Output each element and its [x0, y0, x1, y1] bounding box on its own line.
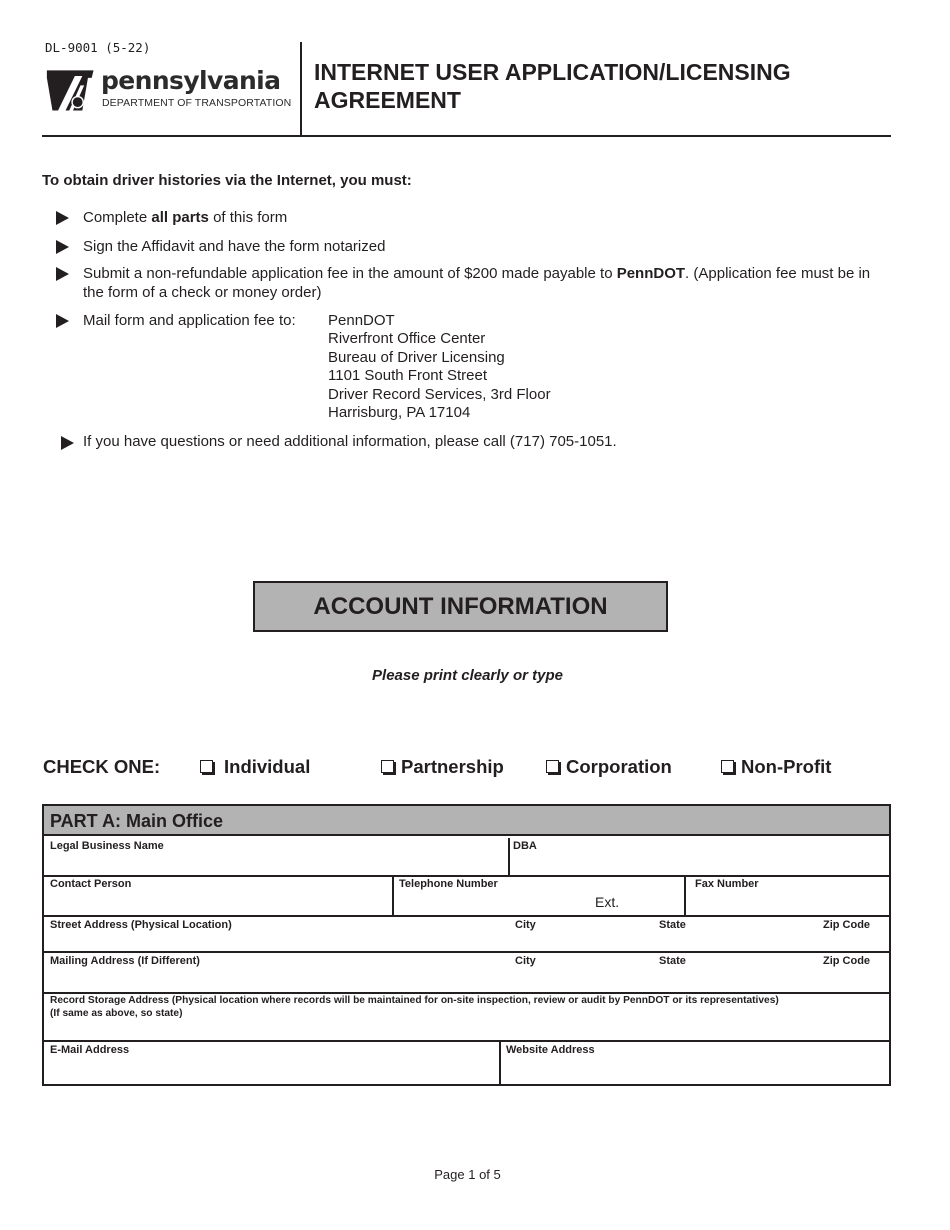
street-address-field[interactable]: Street Address (Physical Location): [50, 919, 232, 931]
mailing-zip-code-field[interactable]: Zip Code: [823, 955, 871, 967]
logo-wordmark: pennsylvania: [101, 66, 281, 95]
bullet-arrow-icon: [56, 240, 69, 254]
option-non-profit[interactable]: Non-Profit: [721, 756, 831, 778]
part-a-heading: PART A: Main Office: [44, 806, 889, 836]
website-address-field[interactable]: Website Address: [506, 1044, 595, 1056]
print-clearly-note: Please print clearly or type: [372, 667, 563, 684]
option-partnership[interactable]: Partnership: [381, 756, 504, 778]
document-title-line-1: INTERNET USER APPLICATION/LICENSING: [314, 59, 791, 85]
row-divider: [44, 951, 889, 953]
form-code: DL-9001 (5-22): [45, 40, 151, 55]
address-line: Driver Record Services, 3rd Floor: [328, 386, 551, 403]
bullet-arrow-icon: [56, 267, 69, 281]
page-number: Page 1 of 5: [434, 1167, 501, 1182]
logo-subtitle: DEPARTMENT OF TRANSPORTATION: [102, 97, 292, 109]
telephone-number-field[interactable]: Telephone Number: [399, 878, 498, 890]
street-state-field[interactable]: State: [659, 919, 686, 931]
bullet-arrow-icon: [56, 314, 69, 328]
address-line: Bureau of Driver Licensing: [328, 349, 505, 366]
instructions-intro: To obtain driver histories via the Internet, you must:: [42, 172, 412, 189]
street-zip-code-field[interactable]: Zip Code: [823, 919, 871, 931]
field-divider: [392, 876, 394, 916]
address-line: 1101 South Front Street: [328, 367, 487, 384]
checkbox-non-profit[interactable]: [721, 760, 734, 773]
mailing-state-field[interactable]: State: [659, 955, 686, 967]
telephone-ext-field[interactable]: Ext.: [595, 894, 620, 910]
instruction-mail-form: Mail form and application fee to:: [83, 312, 296, 329]
row-divider: [44, 1040, 889, 1042]
account-information-heading: ACCOUNT INFORMATION: [253, 581, 668, 632]
instruction-sign-affidavit: Sign the Affidavit and have the form notarized: [83, 238, 386, 255]
instruction-contact-phone: If you have questions or need additional information, please call (717) 705-1051.: [83, 433, 617, 450]
header-rule: [42, 135, 891, 137]
document-title: [314, 58, 874, 114]
mailing-city-field[interactable]: City: [515, 955, 536, 967]
document-title-line-2: AGREEMENT: [314, 87, 461, 113]
address-line: Riverfront Office Center: [328, 330, 486, 347]
field-divider: [508, 838, 510, 876]
address-line: Harrisburg, PA 17104: [328, 404, 471, 421]
dba-field[interactable]: DBA: [513, 840, 537, 852]
checkbox-corporation[interactable]: [546, 760, 559, 773]
checkbox-partnership[interactable]: [381, 760, 394, 773]
record-storage-note: (If same as above, so state): [50, 1008, 183, 1019]
bullet-arrow-icon: [56, 211, 69, 225]
legal-business-name-field[interactable]: Legal Business Name: [50, 840, 164, 852]
instruction-complete-form: Complete all parts of this form: [83, 209, 288, 226]
fax-number-field[interactable]: Fax Number: [695, 878, 759, 890]
street-city-field[interactable]: City: [515, 919, 536, 931]
record-storage-address-field[interactable]: Record Storage Address (Physical location where records will be maintained for on-site inspection, review or audit by PennDOT or its representatives): [50, 995, 779, 1006]
part-a-form: [42, 804, 891, 1086]
header-divider: [300, 42, 302, 135]
row-divider: [44, 915, 889, 917]
field-divider: [684, 876, 686, 916]
check-one-label: CHECK ONE:: [43, 756, 161, 777]
field-divider: [499, 1042, 501, 1084]
option-individual[interactable]: Individual: [200, 756, 310, 778]
instruction-application-fee: Submit a non-refundable application fee in the amount of $200 made payable to PennDOT. (Application fee must be in the form of a check or money order): [83, 265, 871, 301]
row-divider: [44, 875, 889, 877]
email-address-field[interactable]: E-Mail Address: [50, 1044, 130, 1056]
checkbox-individual[interactable]: [200, 760, 213, 773]
contact-person-field[interactable]: Contact Person: [50, 878, 132, 890]
mailing-address-field[interactable]: Mailing Address (If Different): [50, 955, 200, 967]
keystone-logo-icon: [45, 66, 101, 114]
address-line: PennDOT: [328, 312, 395, 329]
bullet-arrow-icon: [61, 436, 74, 450]
option-corporation[interactable]: Corporation: [546, 756, 672, 778]
